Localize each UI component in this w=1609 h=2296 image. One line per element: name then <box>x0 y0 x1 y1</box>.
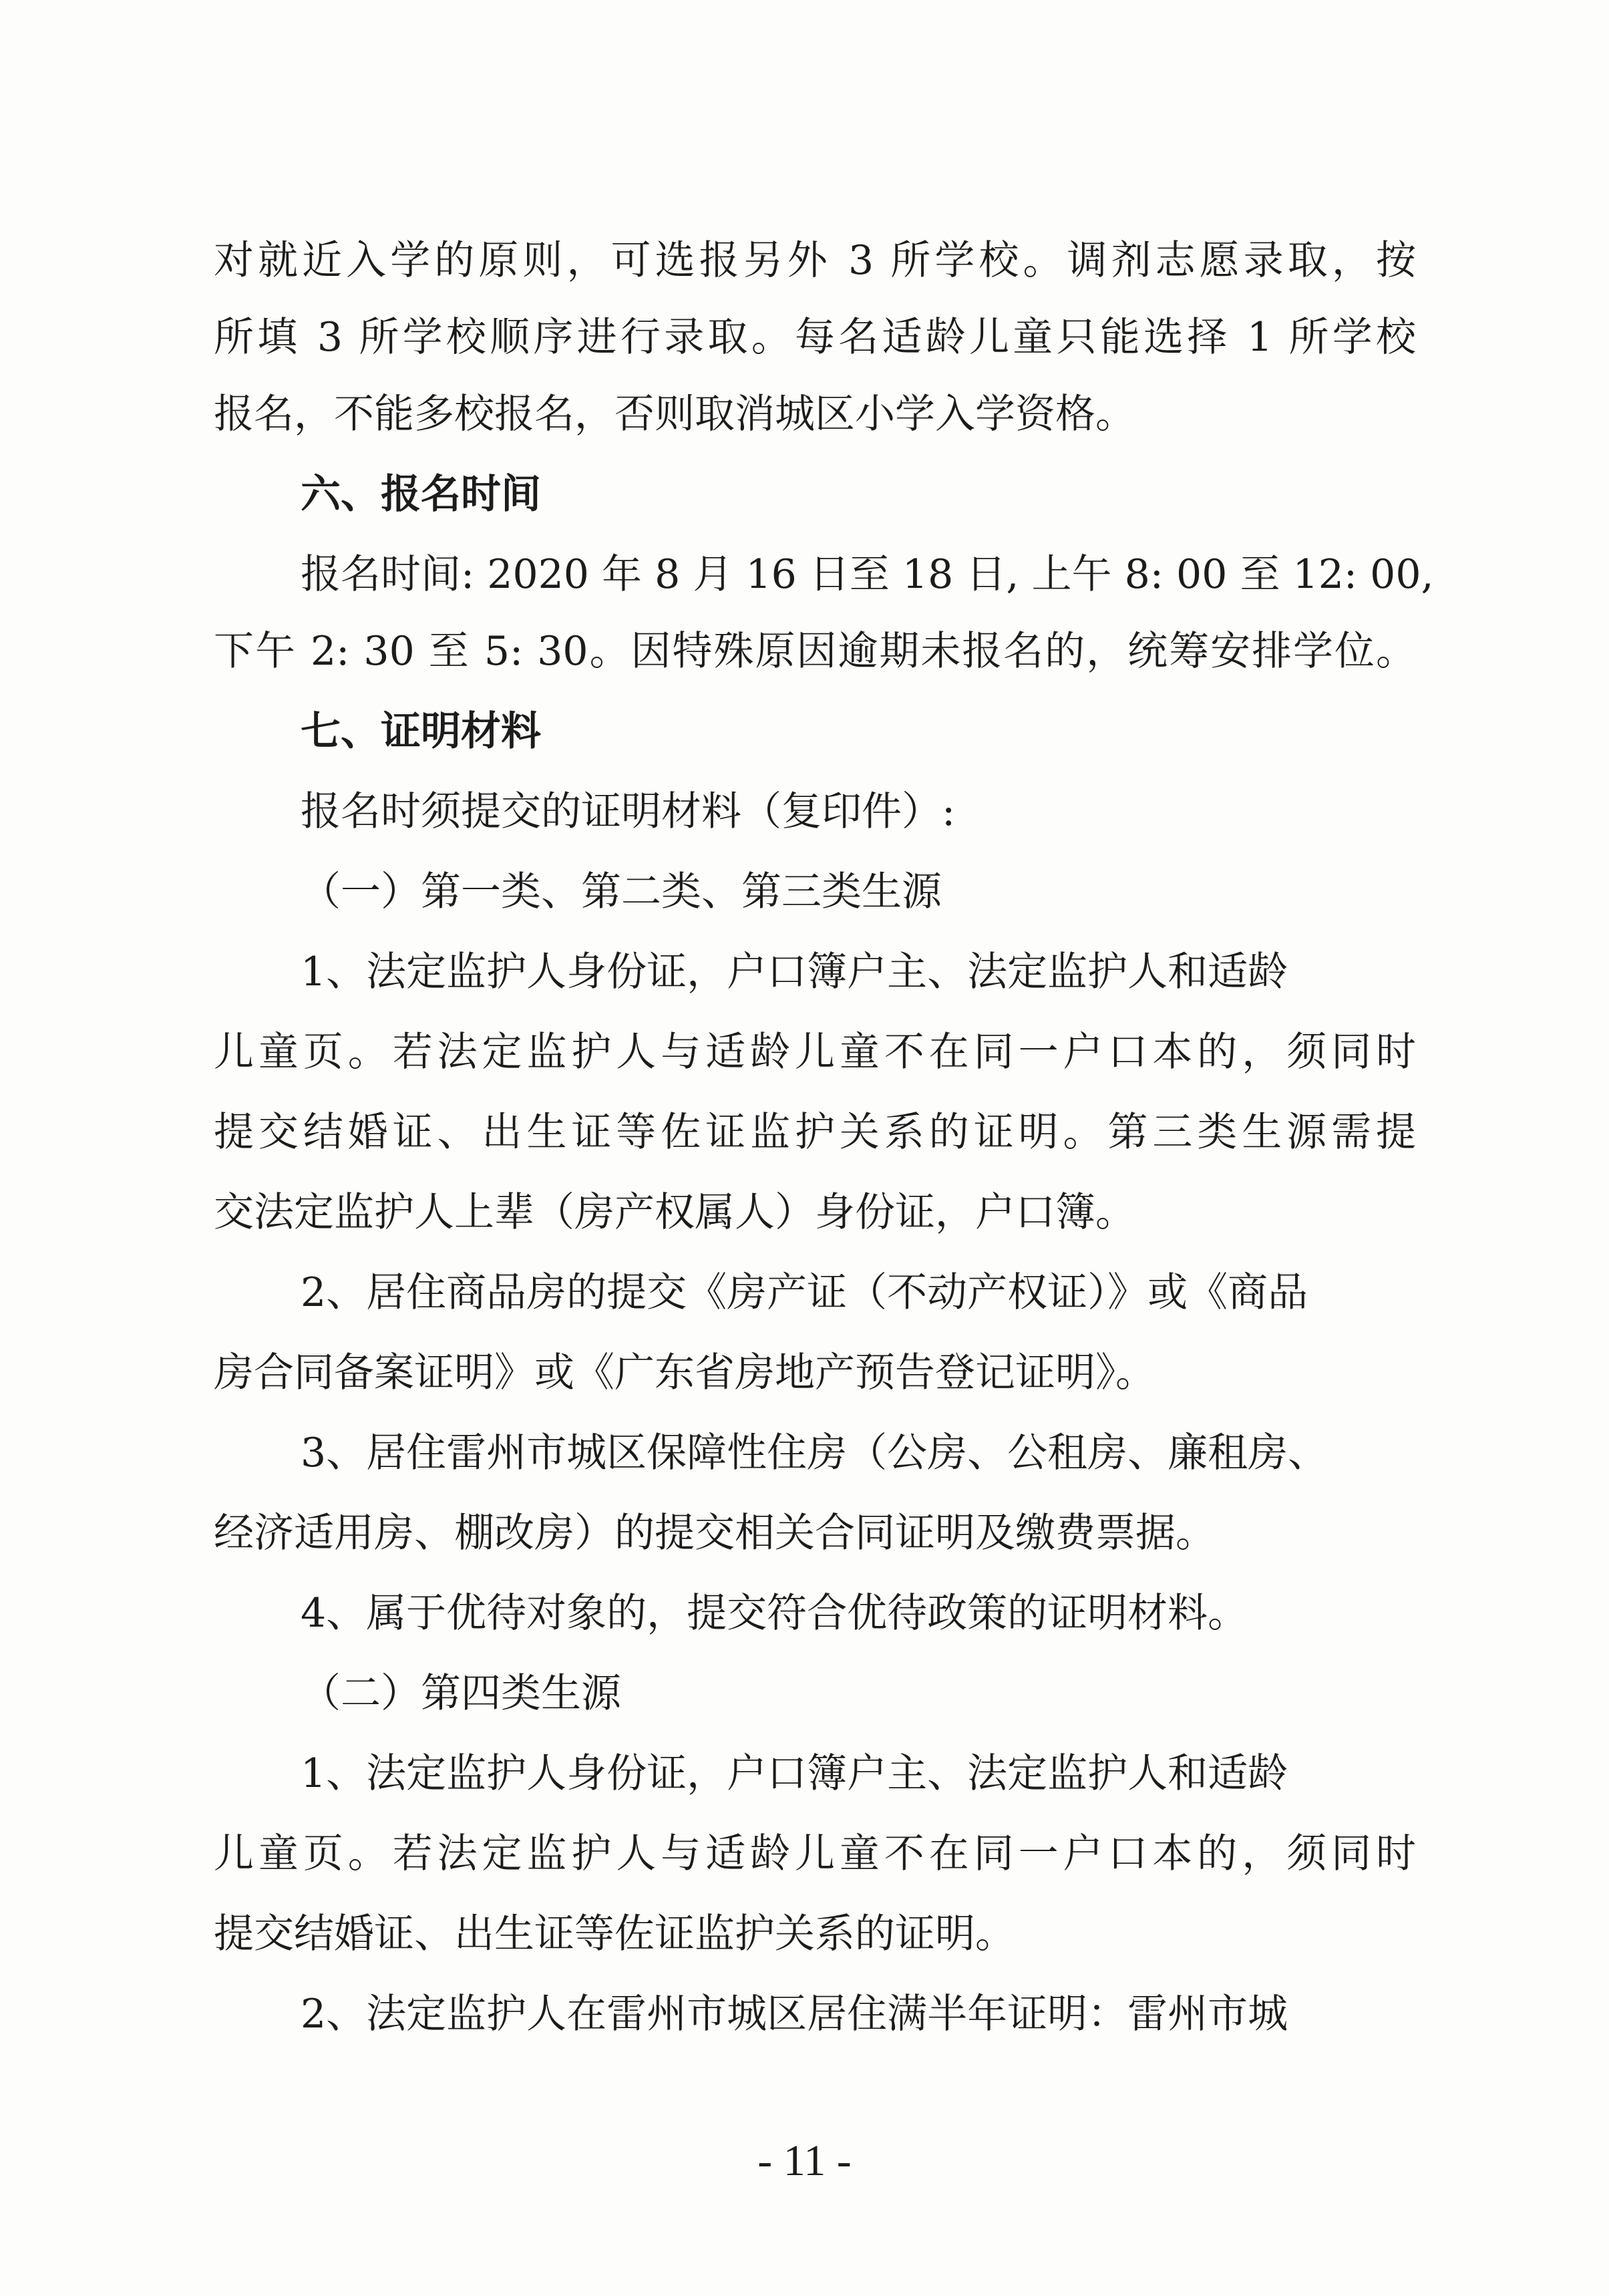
body-text-line: 3、居住雷州市城区保障性住房（公房、公租房、廉租房、 <box>301 1430 1328 1476</box>
body-text-line: 报名时须提交的证明材料（复印件）: <box>301 788 956 835</box>
body-text-line: 房合同备案证明》或《广东省房地产预告登记证明》。 <box>214 1349 1155 1396</box>
body-text-line: 2、居住商品房的提交《房产证（不动产权证）》或《商品 <box>301 1269 1308 1316</box>
subsection-heading: （一）第一类、第二类、第三类生源 <box>301 868 942 915</box>
body-text-line: 1、法定监护人身份证，户口簿户主、法定监护人和适龄 <box>301 1750 1288 1797</box>
subsection-heading: （二）第四类生源 <box>301 1670 621 1717</box>
body-text-line: 4、属于优待对象的，提交符合优待政策的证明材料。 <box>301 1590 1248 1637</box>
body-text-line: 所填 3 所学校顺序进行录取。每名适龄儿童只能选择 1 所学校 <box>214 314 1416 361</box>
body-text-line: 儿童页。若法定监护人与适龄儿童不在同一户口本的，须同时 <box>214 1830 1416 1877</box>
body-text-line: 报名时间: 2020 年 8 月 16 日至 18 日, 上午 8: 00 至 12: 00, <box>301 551 1434 598</box>
body-text-line: 2、法定监护人在雷州市城区居住满半年证明：雷州市城 <box>301 1991 1288 2037</box>
page-number: - 11 - <box>757 2136 852 2185</box>
body-text-line: 提交结婚证、出生证等佐证监护关系的证明。 <box>214 1911 1015 1957</box>
body-text-line: 报名，不能多校报名，否则取消城区小学入学资格。 <box>214 391 1135 438</box>
body-text-line: 经济适用房、棚改房）的提交相关合同证明及缴费票据。 <box>214 1510 1216 1556</box>
body-text-line: 交法定监护人上辈（房产权属人）身份证，户口簿。 <box>214 1189 1135 1236</box>
body-text-line: 对就近入学的原则，可选报另外 3 所学校。调剂志愿录取，按 <box>214 237 1416 284</box>
section-heading-proof-materials: 七、证明材料 <box>301 708 541 755</box>
body-text-line: 儿童页。若法定监护人与适龄儿童不在同一户口本的，须同时 <box>214 1029 1416 1076</box>
body-text-line: 提交结婚证、出生证等佐证监护关系的证明。第三类生源需提 <box>214 1109 1416 1156</box>
body-text-line: 下午 2: 30 至 5: 30。因特殊原因逾期未报名的，统筹安排学位。 <box>214 628 1416 675</box>
section-heading-registration-time: 六、报名时间 <box>301 471 541 518</box>
body-text-line: 1、法定监护人身份证，户口簿户主、法定监护人和适龄 <box>301 949 1288 995</box>
